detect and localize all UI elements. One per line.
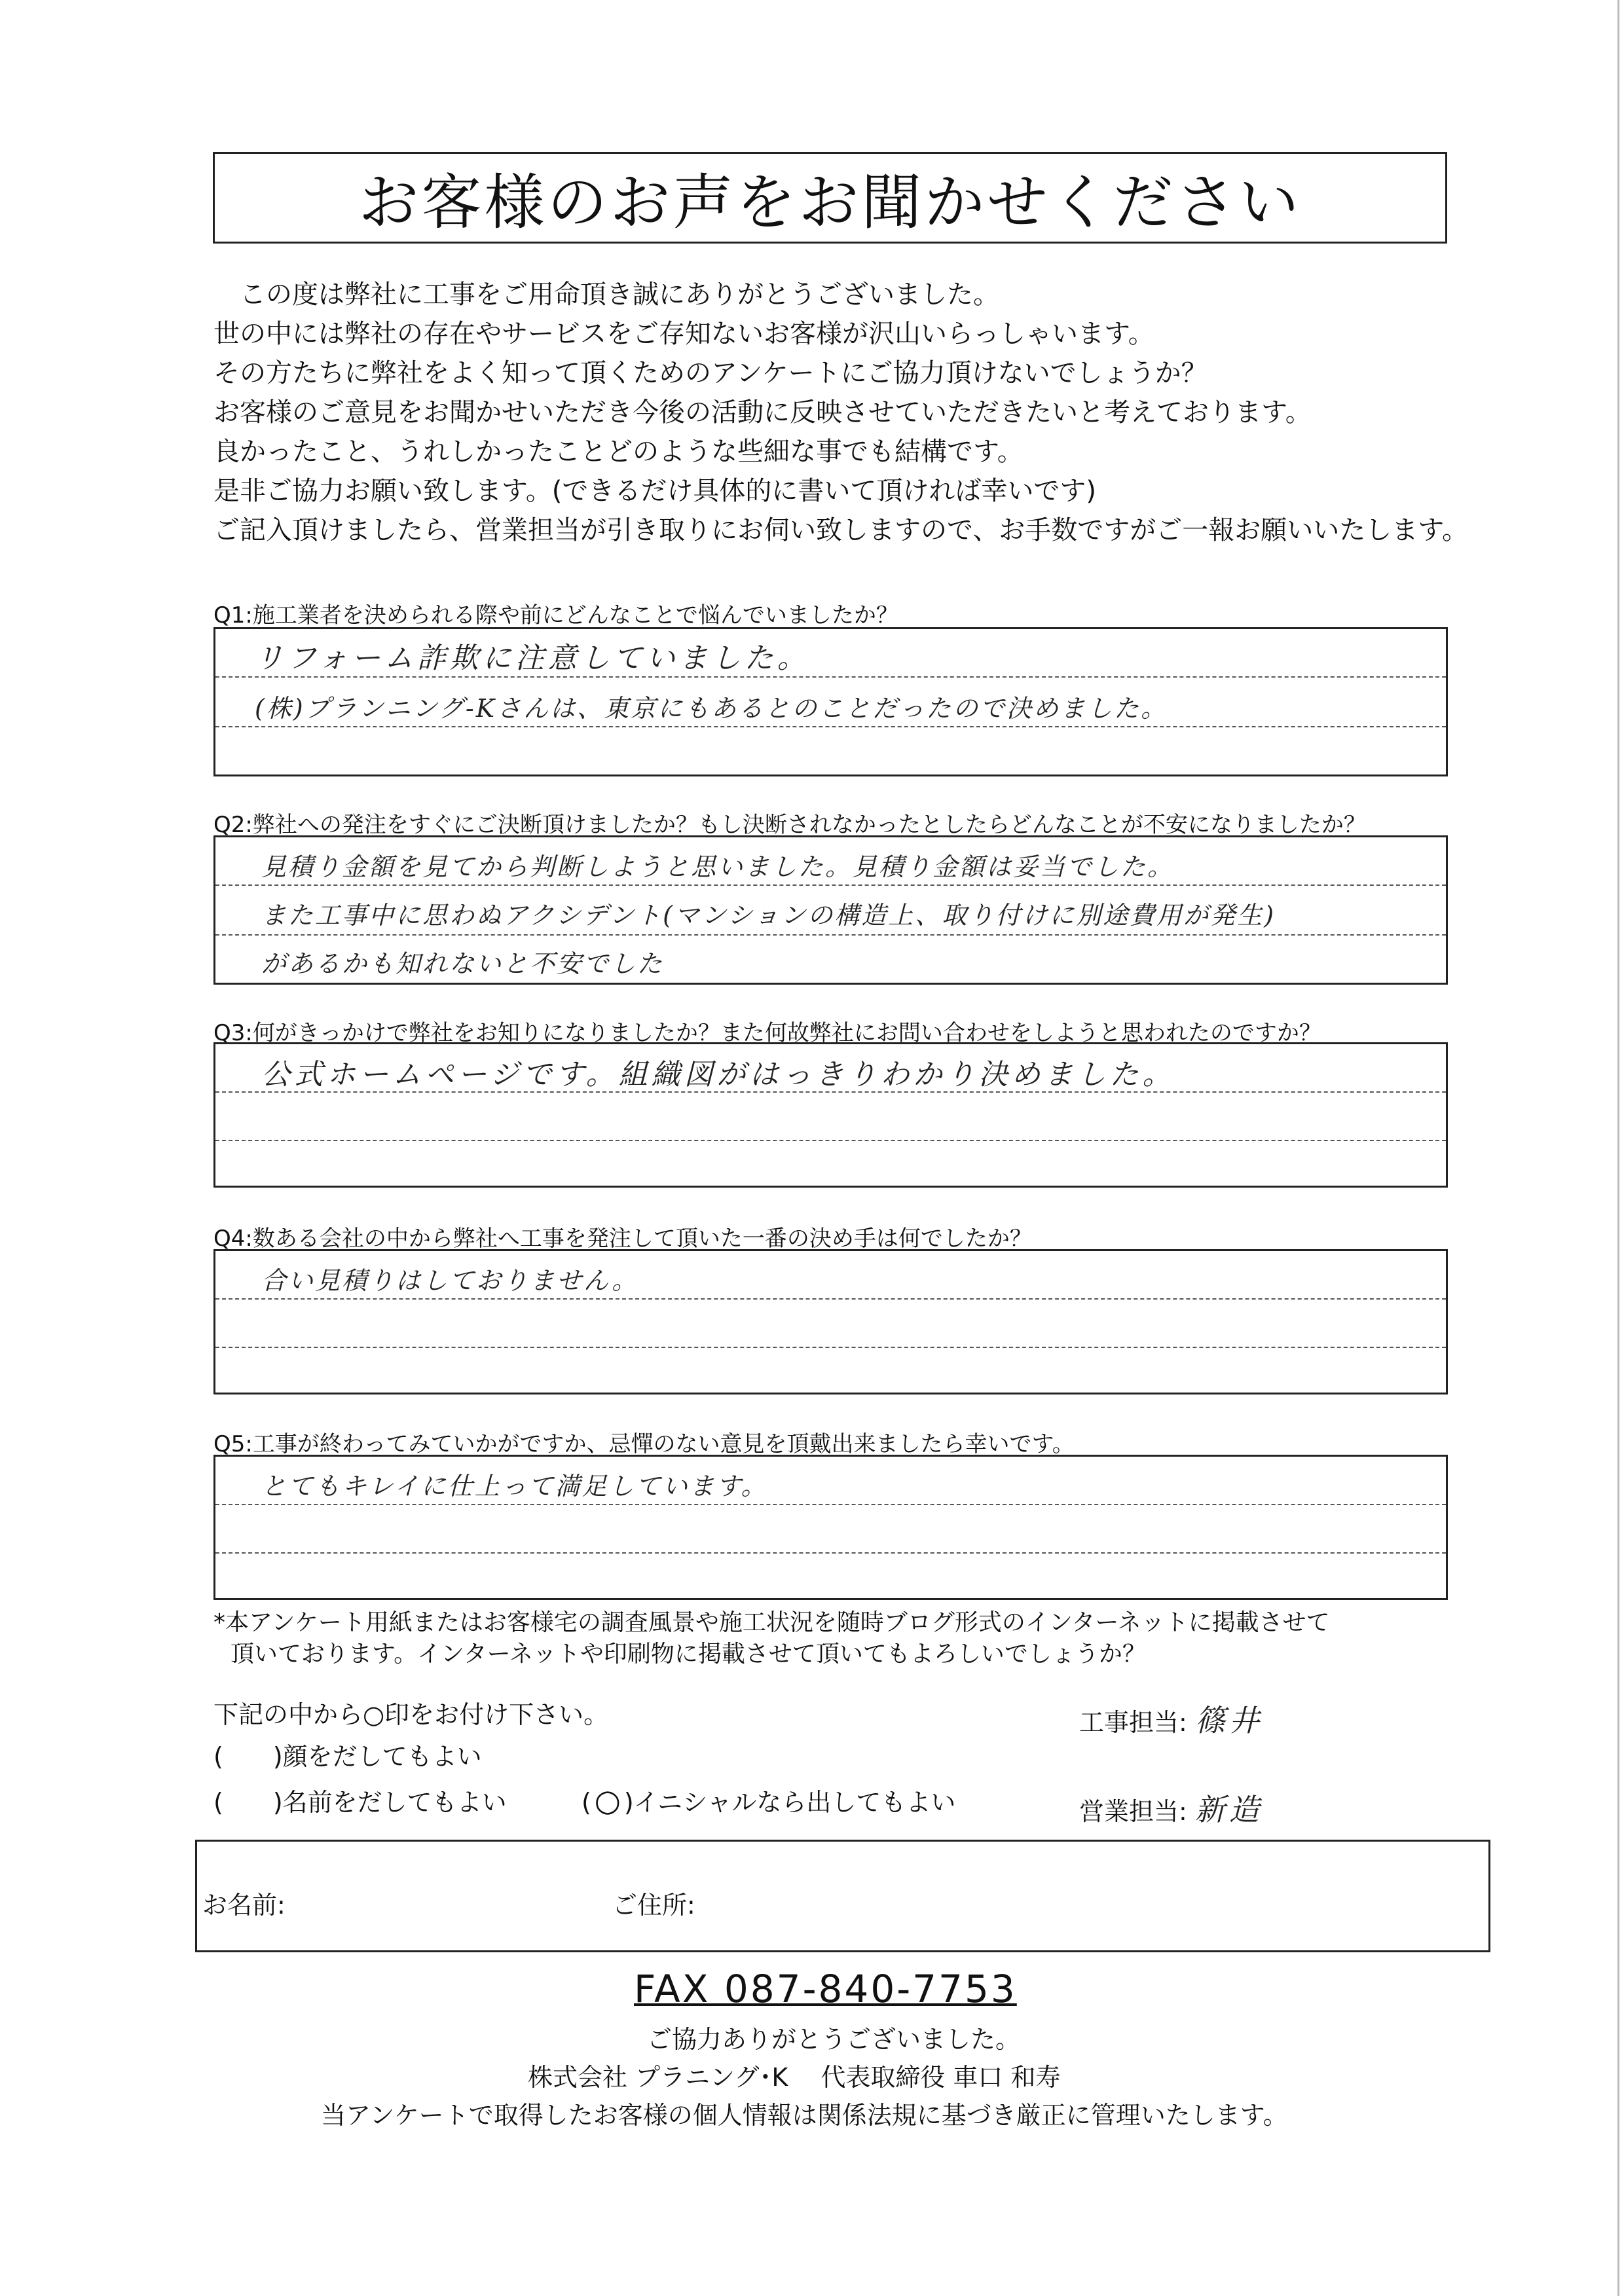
consent-instruction: 下記の中から○印をお付け下さい。 [213,1700,609,1729]
circle-mark-icon: ○ [594,1783,621,1818]
fax-number: FAX 087-840-7753 [634,1967,1017,2011]
q4-answer-box[interactable] [213,1249,1448,1394]
answer-rule [215,1504,1446,1505]
q1-label: Q1:施工業者を決められる際や前にどんなことで悩んでいましたか？ [213,602,898,629]
q2-label: Q2:弊社への発注をすぐにご決断頂けましたか？もし決断されなかったとしたらどんなことが不安になりましたか？ [213,812,1366,838]
q2-answer-text: があるかも知れないと不安でした [261,949,665,978]
intro-line: この度は弊社に工事をご用命頂き誠にありがとうございました。 [240,280,999,310]
q4-label: Q4:数ある会社の中から弊社へ工事を発注して頂いた一番の決め手は何でしたか？ [213,1226,1032,1252]
option-name[interactable]: ( )名前をだしてもよい [213,1788,507,1817]
thanks-text: ご協力ありがとうございました。 [647,2025,1021,2054]
q1-answer-text: (株)プランニング-Kさんは、東京にもあるとのことだったので決めました。 [255,694,1168,723]
answer-rule [215,934,1446,936]
q3-answer-text: 公式ホームページです。組織図がはっきりわかり決めました。 [261,1058,1175,1091]
intro-line: お客様のご意見をお聞かせいただき今後の活動に反映させていただきたいと考えております。 [213,397,1312,428]
answer-rule [215,884,1446,886]
option-face[interactable]: ( )顔をだしてもよい [213,1742,482,1771]
q5-answer-text: とてもキレイに仕上って満足しています。 [261,1472,768,1501]
intro-line: 世の中には弊社の存在やサービスをご存知ないお客様が沢山いらっしゃいます。 [213,319,1154,349]
answer-rule [215,1298,1446,1300]
q2-answer-text: また工事中に思わぬアクシデント(マンションの構造上、取り付けに別途費用が発生) [261,901,1276,930]
privacy-notice: 当アンケートで取得したお客様の個人情報は関係法規に基づき厳正に管理いたします。 [321,2101,1288,2130]
consent-note: 頂いております。インターネットや印刷物に掲載させて頂いてもよろしいでしょうか？ [231,1641,1146,1667]
q2-answer-text: 見積り金額を見てから判断しようと思いました。見積り金額は妥当でした。 [261,852,1175,881]
customer-info-box [195,1840,1490,1952]
construction-staff [1079,1697,1263,1740]
option-initial-paren: ( [581,1788,591,1817]
construction-staff-signature: 篠井 [1194,1703,1263,1738]
page-title: お客様のお声をお聞かせください [213,152,1447,244]
name-label: お名前: [202,1891,286,1920]
q2-answer-box[interactable] [213,835,1448,985]
q4-answer-text: 合い見積りはしておりません。 [261,1266,639,1295]
intro-line: 良かったこと、うれしかったことどのような些細な事でも結構です。 [213,437,1024,467]
q1-answer-text: リフォーム詐欺に注意していました。 [255,642,810,675]
option-initial-text: )イニシャルなら出してもよい [623,1788,956,1817]
option-initial[interactable] [581,1782,955,1818]
sales-staff-signature: 新造 [1194,1792,1263,1827]
construction-staff-label: 工事担当: [1079,1708,1187,1737]
answer-rule [215,1552,1446,1554]
intro-line: その方たちに弊社をよく知って頂くためのアンケートにご協力頂けないでしょうか？ [213,358,1208,388]
q5-label: Q5:工事が終わってみていかがですか、忌憚のない意見を頂戴出来ましたら幸いです。 [213,1431,1075,1457]
answer-rule [215,676,1446,678]
answer-rule [215,1140,1446,1141]
intro-paragraph [213,275,1468,550]
address-label: ご住所: [612,1891,695,1920]
scan-edge [1617,0,1619,2296]
intro-line: 是非ご協力お願い致します。(できるだけ具体的に書いて頂ければ幸いです) [213,476,1097,506]
address-field[interactable] [714,1874,1467,1920]
answer-rule [215,726,1446,727]
q5-answer-box[interactable] [213,1455,1448,1600]
q3-label: Q3:何がきっかけで弊社をお知りになりましたか？また何故弊社にお問い合わせをしようと思われたのですか？ [213,1020,1321,1046]
answer-rule [215,1347,1446,1348]
q1-answer-box[interactable] [213,627,1448,776]
consent-note: *本アンケート用紙またはお客様宅の調査風景や施工状況を随時ブログ形式のインターネットに掲載させて [213,1609,1330,1636]
sales-staff [1079,1786,1263,1829]
company-info: 株式会社 プラニング･K 代表取締役 車口 和寿 [528,2063,1061,2092]
sales-staff-label: 営業担当: [1079,1797,1187,1826]
intro-line: ご記入頂けましたら、営業担当が引き取りにお伺い致しますので、お手数ですがご一報お願いいたします。 [213,515,1468,545]
q3-answer-box[interactable] [213,1042,1448,1188]
